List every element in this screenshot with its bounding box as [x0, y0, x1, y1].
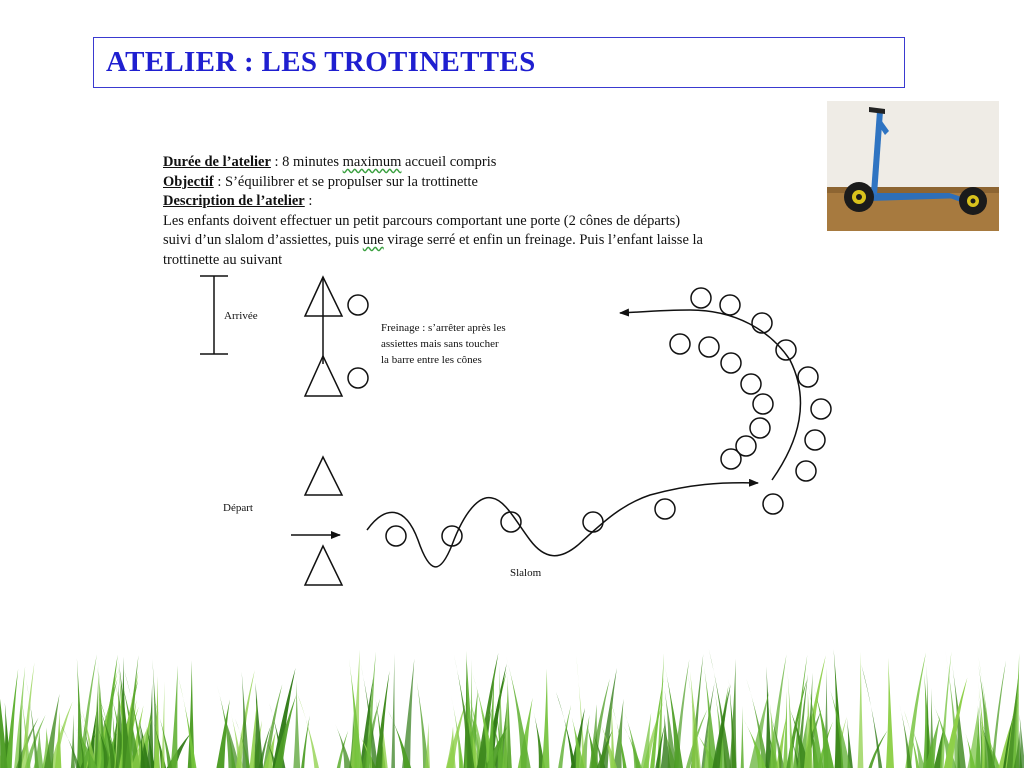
turn-plate [691, 288, 711, 308]
grass-blade [301, 716, 310, 768]
grass-blade [391, 653, 395, 768]
grass-blade [624, 711, 640, 768]
start-cone-top [305, 457, 342, 495]
slalom-path [367, 483, 758, 567]
grass-blade [729, 659, 736, 768]
start-cone-bottom [305, 546, 342, 585]
slalom-plate [763, 494, 783, 514]
slalom-label: Slalom [510, 567, 542, 579]
grass-blade [297, 693, 319, 768]
turn-plate [750, 418, 770, 438]
slalom-plate [655, 499, 675, 519]
turn-plate [699, 337, 719, 357]
body-2-word: une [362, 232, 384, 248]
grass-blade [178, 678, 196, 768]
grass-blade [886, 658, 894, 768]
grass-blade [542, 669, 550, 768]
duree-label: Durée de l’atelier [163, 154, 271, 170]
arrivee-label: Arrivée [224, 310, 258, 322]
slalom-plate [386, 526, 406, 546]
page-title: ATELIER : LES TROTINETTES [106, 46, 536, 78]
duree-word: maximum [342, 154, 402, 170]
description-label: Description de l’atelier [163, 193, 305, 209]
turn-path [620, 310, 800, 480]
duree-pre: : 8 minutes [270, 154, 343, 170]
freinage-line-2: assiettes mais sans toucher [381, 338, 499, 350]
turn-plate [811, 399, 831, 419]
objectif-text: : S’équilibrer et se propulser sur la trottinette [213, 173, 478, 190]
turn-plate [805, 430, 825, 450]
turn-plate [720, 295, 740, 315]
freinage-note [381, 322, 508, 366]
grass-blade [861, 664, 882, 768]
turn-plate [721, 353, 741, 373]
turn-plate [670, 334, 690, 354]
grass-blade [1019, 714, 1024, 768]
finish-plate [348, 368, 368, 388]
description-body-3: trottinette au suivant [163, 251, 283, 268]
grass-border [0, 640, 1024, 768]
grass-blade [335, 724, 352, 768]
turn-plate [741, 374, 761, 394]
body-2-post: virage serré et enfin un freinage. Puis l’enfant laisse la [383, 232, 703, 248]
finish-plate [348, 295, 368, 315]
grass-blade [613, 699, 623, 768]
grass-blade [623, 726, 642, 768]
freinage-line-1: Freinage : s’arrêter après les [381, 322, 506, 334]
grass-blade [349, 658, 363, 768]
objectif-label: Objectif [163, 173, 214, 190]
turn-plate [752, 313, 772, 333]
turn-plate [796, 461, 816, 481]
grass-blade [71, 714, 75, 768]
description-colon: : [304, 193, 313, 209]
grass-blade [641, 713, 652, 768]
grass-blade [293, 680, 300, 768]
grass-blade [558, 705, 571, 768]
turn-plate [776, 340, 796, 360]
freinage-line-3: la barre entre les cônes [381, 354, 482, 366]
description-body-1: Les enfants doivent effectuer un petit parcours comportant une porte (2 cônes de départs) [163, 212, 681, 229]
turn-plate [721, 449, 741, 469]
grass-blade [274, 695, 296, 768]
grass-blade [741, 706, 744, 768]
grass-blades [0, 649, 1024, 768]
slalom-plate [583, 512, 603, 532]
depart-label: Départ [223, 502, 253, 514]
body-2-pre: suivi d’un slalom d’assiettes, puis [163, 232, 363, 248]
turn-plate [798, 367, 818, 387]
turn-plate [753, 394, 773, 414]
duree-post: accueil compris [401, 154, 497, 170]
grass-blade [171, 665, 178, 768]
